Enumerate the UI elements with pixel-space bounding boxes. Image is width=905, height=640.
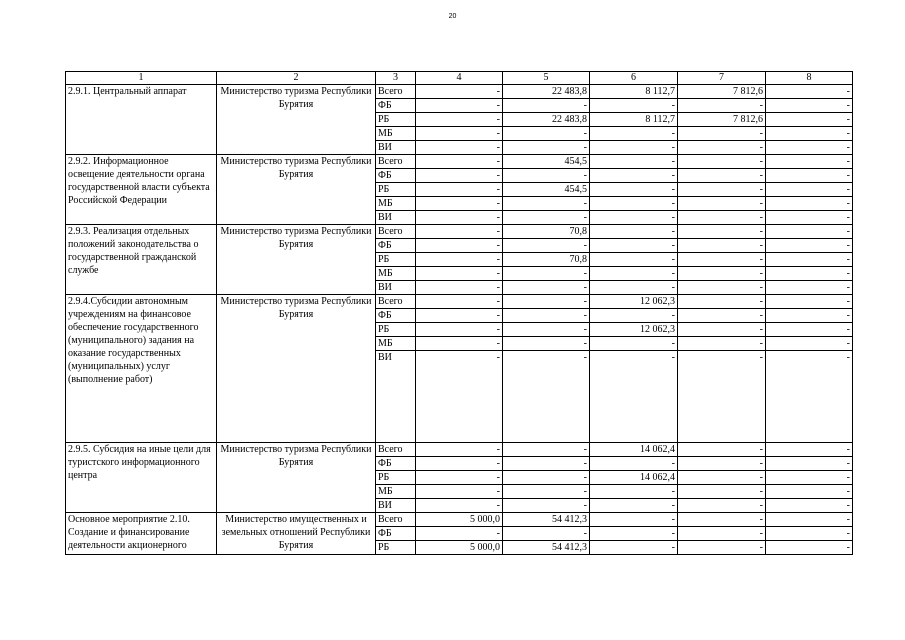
amount-cell: - [503, 485, 590, 499]
amount-cell: - [590, 541, 678, 555]
amount-cell: - [590, 239, 678, 253]
amount-cell: - [590, 183, 678, 197]
amount-cell: - [678, 141, 766, 155]
funding-source-cell: РБ [376, 113, 416, 127]
event-name-cell: 2.9.3. Реализация отдельных положений законодательства о государственной гражданской службе [66, 225, 217, 295]
amount-cell: - [503, 141, 590, 155]
amount-cell: - [678, 225, 766, 239]
funding-source-cell: ФБ [376, 309, 416, 323]
amount-cell: - [678, 527, 766, 541]
column-header: 1 [66, 72, 217, 85]
column-header: 3 [376, 72, 416, 85]
amount-cell: - [678, 443, 766, 457]
amount-cell: 8 112,7 [590, 113, 678, 127]
amount-cell: - [766, 127, 853, 141]
funding-source-cell: МБ [376, 337, 416, 351]
funding-source-cell: МБ [376, 267, 416, 281]
funding-source-cell: Всего [376, 513, 416, 527]
amount-cell: - [416, 113, 503, 127]
amount-cell: - [503, 443, 590, 457]
funding-source-cell: ФБ [376, 239, 416, 253]
amount-cell: - [678, 155, 766, 169]
funding-source-cell: ФБ [376, 457, 416, 471]
amount-cell: - [766, 309, 853, 323]
amount-cell: - [503, 527, 590, 541]
page-number: 20 [448, 13, 457, 20]
amount-cell: - [766, 471, 853, 485]
executor-cell: Министерство туризма Республики Бурятия [217, 443, 376, 513]
amount-cell: - [416, 527, 503, 541]
amount-cell: - [503, 337, 590, 351]
column-header: 8 [766, 72, 853, 85]
funding-source-cell: РБ [376, 541, 416, 555]
amount-cell: - [416, 253, 503, 267]
funding-source-cell: Всего [376, 295, 416, 309]
amount-cell: - [503, 267, 590, 281]
event-name-cell: Основное мероприятие 2.10. Создание и финансирование деятельности акционерного [66, 513, 217, 555]
amount-cell: - [766, 239, 853, 253]
amount-cell: - [678, 513, 766, 527]
amount-cell: - [678, 253, 766, 267]
amount-cell: 12 062,3 [590, 323, 678, 337]
amount-cell: - [590, 197, 678, 211]
column-header: 2 [217, 72, 376, 85]
amount-cell: - [416, 471, 503, 485]
amount-cell: - [590, 267, 678, 281]
amount-cell: - [766, 85, 853, 99]
event-name-cell: 2.9.2. Информационное освещение деятельности органа государственной власти субъекта Российской Федерации [66, 155, 217, 225]
amount-cell: - [503, 239, 590, 253]
amount-cell: - [766, 211, 853, 225]
amount-cell: 14 062,4 [590, 471, 678, 485]
event-name-cell: 2.9.4.Субсидии автономным учреждениям на финансовое обеспечение государственного (муниципального) задания на оказание государственных (муниципальных) услуг (выполнение работ) [66, 295, 217, 443]
amount-cell: - [678, 485, 766, 499]
amount-cell: - [766, 113, 853, 127]
funding-source-cell: РБ [376, 253, 416, 267]
amount-cell: - [503, 323, 590, 337]
amount-cell: - [503, 169, 590, 183]
amount-cell: - [503, 471, 590, 485]
table-row [66, 513, 853, 527]
table-row [66, 225, 853, 239]
funding-source-cell: Всего [376, 85, 416, 99]
amount-cell: - [416, 457, 503, 471]
amount-cell: - [590, 457, 678, 471]
amount-cell: - [416, 351, 503, 443]
amount-cell: - [503, 99, 590, 113]
funding-source-cell: ВИ [376, 499, 416, 513]
amount-cell: 5 000,0 [416, 513, 503, 527]
table-row [66, 85, 853, 99]
amount-cell: - [590, 211, 678, 225]
funding-source-cell: ВИ [376, 281, 416, 295]
table-row [66, 443, 853, 457]
amount-cell: - [503, 351, 590, 443]
amount-cell: - [678, 267, 766, 281]
funding-source-cell: Всего [376, 225, 416, 239]
amount-cell: - [590, 527, 678, 541]
funding-source-cell: МБ [376, 485, 416, 499]
funding-source-cell: Всего [376, 155, 416, 169]
amount-cell: - [416, 225, 503, 239]
amount-cell: - [678, 337, 766, 351]
amount-cell: - [766, 295, 853, 309]
amount-cell: 22 483,8 [503, 85, 590, 99]
table-row [66, 155, 853, 169]
amount-cell: - [766, 457, 853, 471]
amount-cell: 70,8 [503, 225, 590, 239]
amount-cell: 14 062,4 [590, 443, 678, 457]
amount-cell: - [678, 281, 766, 295]
funding-source-cell: ВИ [376, 141, 416, 155]
amount-cell: - [766, 527, 853, 541]
amount-cell: - [503, 127, 590, 141]
amount-cell: - [503, 499, 590, 513]
amount-cell: - [503, 309, 590, 323]
funding-source-cell: ВИ [376, 351, 416, 443]
column-header-row [66, 72, 853, 85]
amount-cell: 454,5 [503, 183, 590, 197]
event-name-cell: 2.9.5. Субсидия на иные цели для туристского информационного центра [66, 443, 217, 513]
funding-source-cell: РБ [376, 323, 416, 337]
amount-cell: - [766, 225, 853, 239]
event-name-cell: 2.9.1. Центральный аппарат [66, 85, 217, 155]
amount-cell: 12 062,3 [590, 295, 678, 309]
amount-cell: - [678, 351, 766, 443]
amount-cell: - [766, 253, 853, 267]
amount-cell: - [766, 499, 853, 513]
amount-cell: - [590, 281, 678, 295]
amount-cell: - [766, 513, 853, 527]
amount-cell: - [416, 85, 503, 99]
amount-cell: 70,8 [503, 253, 590, 267]
amount-cell: - [416, 211, 503, 225]
amount-cell: - [590, 499, 678, 513]
funding-source-cell: МБ [376, 197, 416, 211]
amount-cell: 54 412,3 [503, 541, 590, 555]
amount-cell: 54 412,3 [503, 513, 590, 527]
amount-cell: - [416, 295, 503, 309]
amount-cell: - [590, 225, 678, 239]
amount-cell: 5 000,0 [416, 541, 503, 555]
amount-cell: - [416, 337, 503, 351]
funding-source-cell: ФБ [376, 169, 416, 183]
amount-cell: - [678, 471, 766, 485]
amount-cell: - [416, 239, 503, 253]
amount-cell: - [678, 323, 766, 337]
amount-cell: - [678, 127, 766, 141]
amount-cell: - [503, 457, 590, 471]
amount-cell: - [416, 267, 503, 281]
amount-cell: - [590, 155, 678, 169]
amount-cell: - [766, 183, 853, 197]
amount-cell: - [416, 309, 503, 323]
amount-cell: - [766, 197, 853, 211]
amount-cell: - [503, 211, 590, 225]
amount-cell: - [590, 337, 678, 351]
amount-cell: - [766, 541, 853, 555]
amount-cell: - [416, 197, 503, 211]
funding-source-cell: ФБ [376, 99, 416, 113]
amount-cell: - [678, 295, 766, 309]
funding-source-cell: МБ [376, 127, 416, 141]
funding-source-cell: ВИ [376, 211, 416, 225]
executor-cell: Министерство имущественных и земельных отношений Республики Бурятия [217, 513, 376, 555]
amount-cell: - [503, 197, 590, 211]
amount-cell: - [590, 513, 678, 527]
amount-cell: - [678, 541, 766, 555]
amount-cell: - [503, 281, 590, 295]
amount-cell: - [590, 253, 678, 267]
amount-cell: - [590, 141, 678, 155]
amount-cell: - [766, 155, 853, 169]
amount-cell: - [766, 323, 853, 337]
amount-cell: - [678, 309, 766, 323]
funding-source-cell: Всего [376, 443, 416, 457]
amount-cell: - [590, 127, 678, 141]
executor-cell: Министерство туризма Республики Бурятия [217, 85, 376, 155]
amount-cell: - [678, 169, 766, 183]
amount-cell: - [416, 323, 503, 337]
column-header: 5 [503, 72, 590, 85]
amount-cell: - [678, 239, 766, 253]
amount-cell: - [766, 337, 853, 351]
amount-cell: - [503, 295, 590, 309]
table-row [66, 295, 853, 309]
amount-cell: - [416, 155, 503, 169]
amount-cell: - [416, 141, 503, 155]
column-header: 4 [416, 72, 503, 85]
amount-cell: - [766, 485, 853, 499]
amount-cell: 7 812,6 [678, 113, 766, 127]
amount-cell: - [416, 99, 503, 113]
amount-cell: - [590, 351, 678, 443]
funding-source-cell: ФБ [376, 527, 416, 541]
amount-cell: - [766, 99, 853, 113]
amount-cell: - [766, 267, 853, 281]
amount-cell: - [766, 169, 853, 183]
amount-cell: - [416, 127, 503, 141]
executor-cell: Министерство туризма Республики Бурятия [217, 225, 376, 295]
budget-table [65, 71, 853, 555]
amount-cell: - [416, 281, 503, 295]
amount-cell: - [766, 141, 853, 155]
amount-cell: 8 112,7 [590, 85, 678, 99]
amount-cell: - [416, 443, 503, 457]
amount-cell: - [590, 169, 678, 183]
executor-cell: Министерство туризма Республики Бурятия [217, 155, 376, 225]
amount-cell: 454,5 [503, 155, 590, 169]
column-header: 7 [678, 72, 766, 85]
executor-cell: Министерство туризма Республики Бурятия [217, 295, 376, 443]
amount-cell: - [590, 99, 678, 113]
amount-cell: - [416, 169, 503, 183]
amount-cell: - [766, 443, 853, 457]
amount-cell: - [678, 99, 766, 113]
amount-cell: - [766, 351, 853, 443]
amount-cell: - [416, 485, 503, 499]
funding-source-cell: РБ [376, 471, 416, 485]
funding-source-cell: РБ [376, 183, 416, 197]
column-header: 6 [590, 72, 678, 85]
amount-cell: - [416, 183, 503, 197]
amount-cell: - [678, 457, 766, 471]
amount-cell: - [590, 309, 678, 323]
amount-cell: - [678, 197, 766, 211]
amount-cell: 22 483,8 [503, 113, 590, 127]
amount-cell: - [678, 211, 766, 225]
amount-cell: - [678, 499, 766, 513]
amount-cell: - [416, 499, 503, 513]
amount-cell: 7 812,6 [678, 85, 766, 99]
amount-cell: - [766, 281, 853, 295]
amount-cell: - [590, 485, 678, 499]
amount-cell: - [678, 183, 766, 197]
